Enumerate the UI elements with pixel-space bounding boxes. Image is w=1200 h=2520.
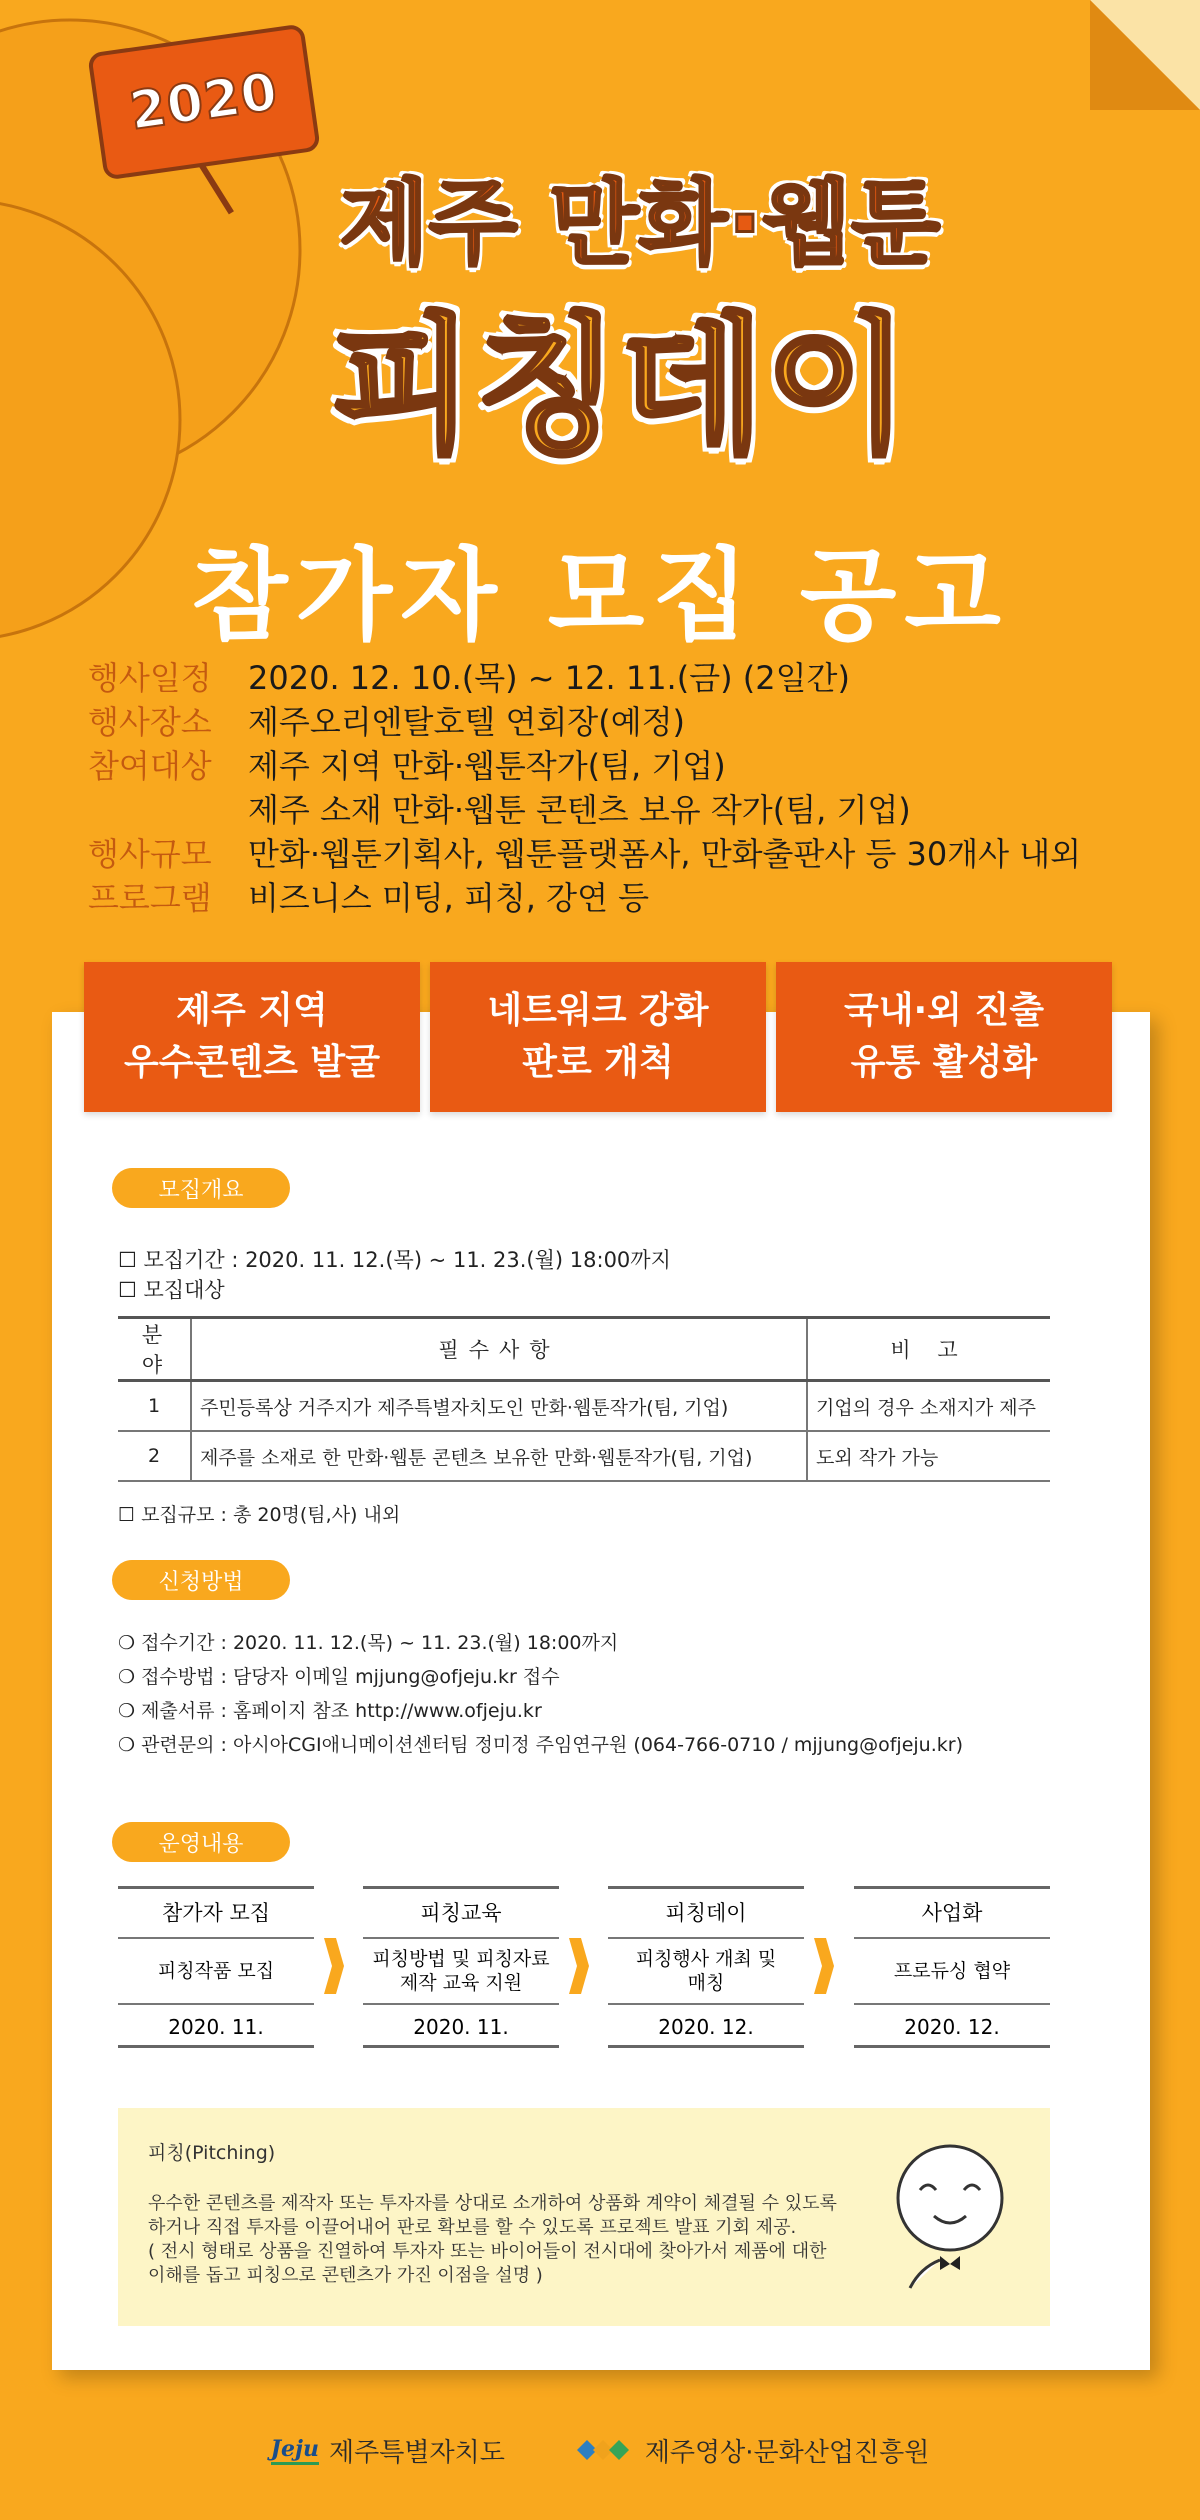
jeju-culture-logo [575,2432,930,2469]
step-date: 2020. 12. [904,2015,1000,2039]
org1-name: 제주특별자치도 [329,2437,505,2468]
step-body: 피칭작품 모집 [118,1939,314,2005]
goal-line1: 제주 지역 [176,990,328,1031]
info-label: 행사규모 [88,835,212,873]
table-header: 분 야 [118,1318,191,1381]
goal-tab-network [430,962,766,1112]
apply-item: ❍ 접수기간 : 2020. 11. 12.(목) ~ 11. 23.(월) 18:00까지 [118,1632,619,1654]
section-pill-operation: 운영내용 [112,1822,290,1862]
note-title: 피칭(Pitching) [148,2142,276,2164]
recruit-period: ☐ 모집기간 : 2020. 11. 12.(목) ~ 11. 23.(월) 18:00까지 [118,1248,671,1272]
table-header: 비 고 [807,1318,1050,1381]
info-value: 만화·웹툰기획사, 웹툰플랫폼사, 만화출판사 등 30개사 내외 [248,835,1082,873]
info-value: 비즈니스 미팅, 피칭, 강연 등 [248,879,650,917]
recruit-target: ☐ 모집대상 [118,1278,225,1302]
footer [0,2420,1200,2480]
arrow-right-icon [569,1938,589,1994]
info-label: 행사장소 [88,703,212,741]
jeju-logo-mark: Jeju [271,2436,319,2465]
info-value: 제주 지역 만화·웹툰작가(팀, 기업) [248,747,726,785]
arrow-right-icon [814,1938,834,1994]
step-title: 사업화 [854,1889,1050,1939]
table-cell-no: 1 [118,1381,191,1432]
goal-line2: 우수콘텐츠 발굴 [124,1042,380,1083]
pitching-note [118,2108,1050,2326]
title-line3: 참가자 모집 공고 [191,537,1009,654]
requirements-table [118,1316,1050,1482]
table-cell-no: 2 [118,1431,191,1481]
info-label: 참여대상 [88,747,212,785]
info-label [88,788,248,832]
process-step [363,1886,559,2048]
step-date: 2020. 11. [413,2015,509,2039]
info-row-target-cont [88,788,1081,832]
info-row-schedule [88,656,1081,700]
jeju-province-logo [271,2432,505,2469]
step-date: 2020. 12. [658,2015,754,2039]
info-label: 행사일정 [88,659,212,697]
info-label: 프로그램 [88,879,212,917]
cube-logo-icon [575,2435,635,2465]
goal-line1: 네트워크 강화 [487,990,709,1031]
step-body: 프로듀싱 협약 [854,1939,1050,2005]
step-title: 참가자 모집 [118,1889,314,1939]
info-row-venue [88,700,1081,744]
step-title: 피칭데이 [608,1889,804,1939]
process-flow [118,1886,1050,2048]
event-info [88,656,1081,920]
title-line2: 피칭데이 [330,300,910,474]
apply-item: ❍ 제출서류 : 홈페이지 참조 http://www.ofjeju.kr [118,1700,542,1722]
title-line1: 제주 만화·웹툰 [339,170,941,277]
apply-item: ❍ 관련문의 : 아시아CGI애니메이션센터팀 정미정 주임연구원 (064-766-0710 / mjjung@ofjeju.kr) [118,1734,963,1756]
note-body: 우수한 콘텐츠를 제작자 또는 투자자를 상대로 소개하여 상품화 계약이 체결될 수 있도록 하거나 직접 투자를 이끌어내어 판로 확보를 할 수 있도록 프로젝트 발표 기회 제공. ( 전시 형태로 상품을 진열하여 투자자 또는 바이어들이 전시대에 찾아가서 제품에 대한 이해를 돕고 피칭으로 콘텐츠가 가진 이점을 설명 ) [148,2193,837,2286]
table-row [118,1431,1050,1481]
goal-tabs [84,962,1112,1112]
table-row [118,1381,1050,1432]
org2-name: 제주영상·문화산업진흥원 [644,2437,930,2468]
corner-fold-triangle [1090,0,1200,110]
info-row-scale [88,832,1081,876]
goal-line2: 유통 활성화 [850,1042,1038,1083]
process-step [608,1886,804,2048]
apply-item: ❍ 접수방법 : 담당자 이메일 mjjung@ofjeju.kr 접수 [118,1666,560,1688]
arrow-right-icon [324,1938,344,1994]
section-pill-overview: 모집개요 [112,1168,290,1208]
table-cell-note: 기업의 경우 소재지가 제주 [807,1381,1050,1432]
info-value: 제주 소재 만화·웹툰 콘텐츠 보유 작가(팀, 기업) [248,791,911,829]
recruit-scale: ☐ 모집규모 : 총 20명(팀,사) 내외 [118,1504,401,1526]
table-cell-note: 도외 작가 가능 [807,1431,1050,1481]
goal-tab-global [776,962,1112,1112]
goal-line2: 판로 개척 [522,1042,674,1083]
mascot-icon [890,2138,1010,2308]
step-body: 피칭행사 개최 및 매칭 [608,1939,804,2005]
step-date: 2020. 11. [168,2015,264,2039]
year-badge-text: 2020 [126,61,282,143]
goal-tab-discovery [84,962,420,1112]
goal-line1: 국내·외 진출 [843,990,1045,1031]
section-pill-apply: 신청방법 [112,1560,290,1600]
table-header-row [118,1318,1050,1381]
process-step [118,1886,314,2048]
step-body: 피칭방법 및 피칭자료 제작 교육 지원 [363,1939,559,2005]
info-row-program [88,876,1081,920]
info-row-target [88,744,1081,788]
info-value: 2020. 12. 10.(목) ~ 12. 11.(금) (2일간) [248,659,850,697]
info-value: 제주오리엔탈호텔 연회장(예정) [248,703,685,741]
table-header: 필수사항 [191,1318,807,1381]
process-step [854,1886,1050,2048]
table-cell-req: 주민등록상 거주지가 제주특별자치도인 만화·웹툰작가(팀, 기업) [191,1381,807,1432]
step-title: 피칭교육 [363,1889,559,1939]
table-cell-req: 제주를 소재로 한 만화·웹툰 콘텐츠 보유한 만화·웹툰작가(팀, 기업) [191,1431,807,1481]
